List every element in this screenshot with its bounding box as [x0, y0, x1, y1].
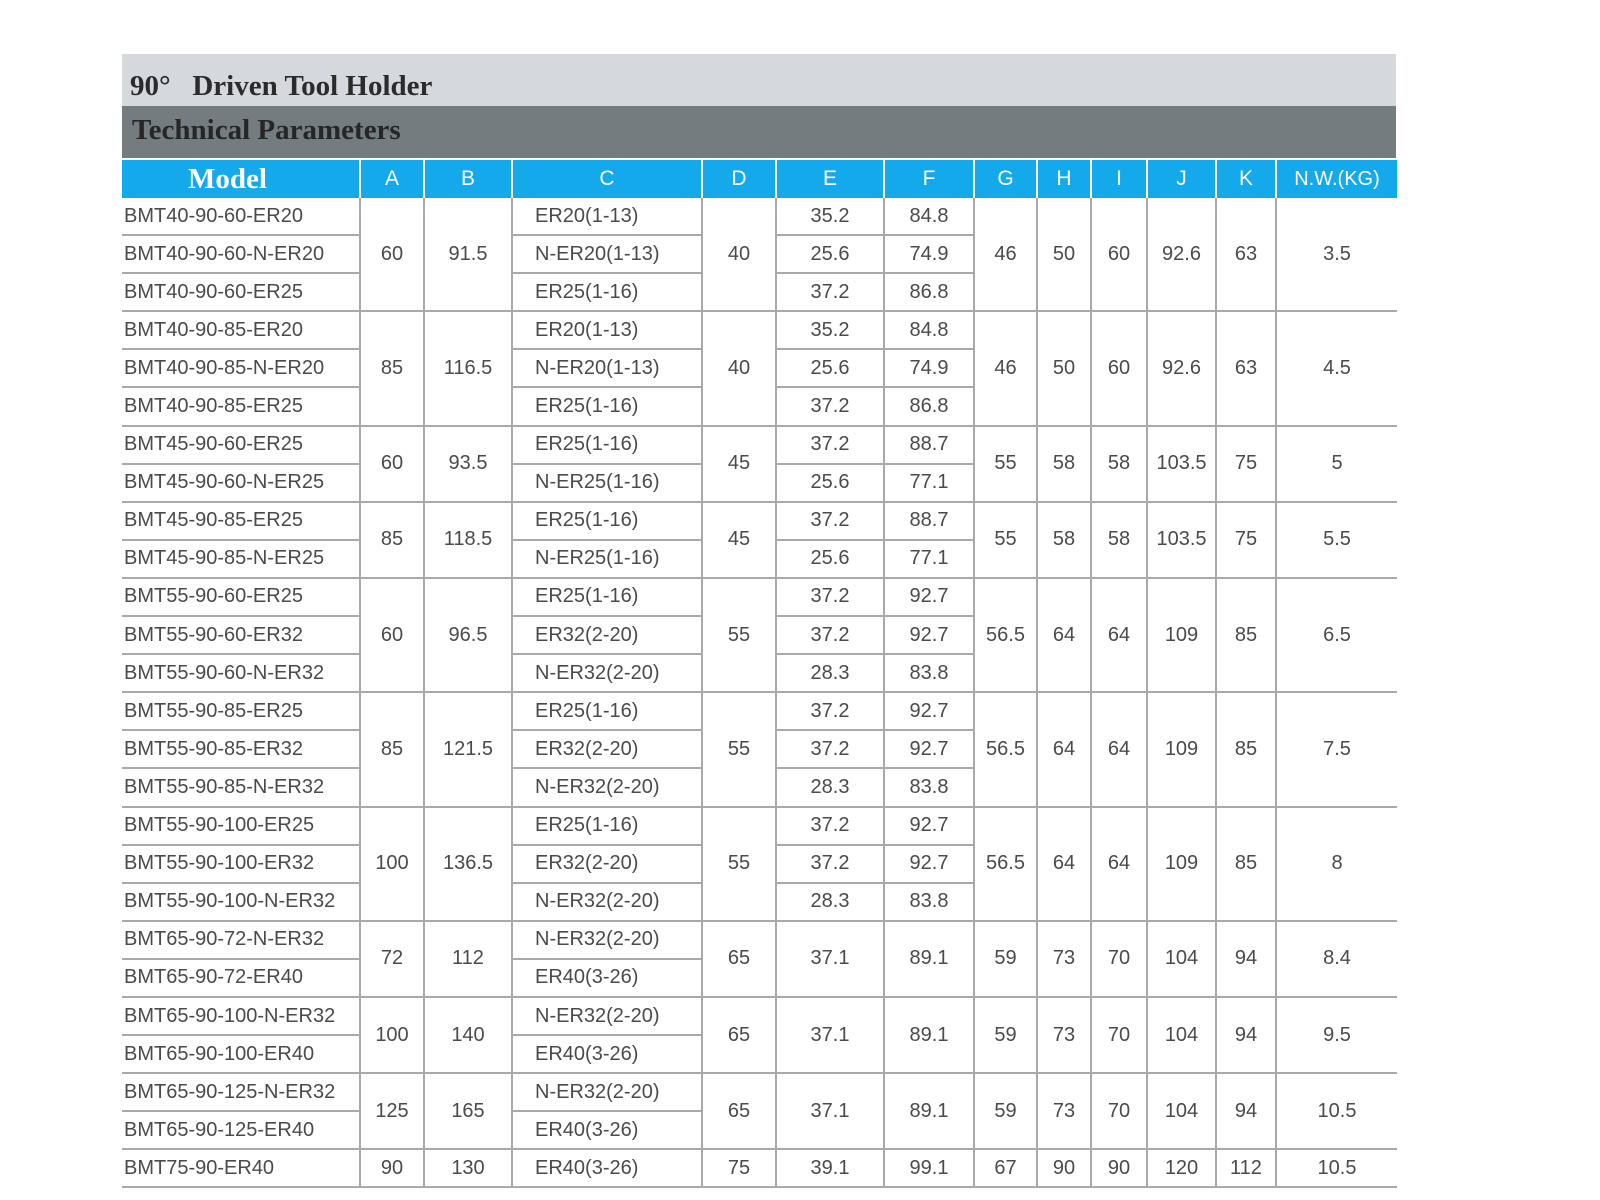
dim-e-cell: 37.2 — [776, 845, 884, 883]
collet-cell: ER20(1-13) — [512, 198, 702, 235]
dim-j-cell: 109 — [1147, 578, 1216, 692]
dim-d-cell: 75 — [702, 1149, 776, 1187]
model-cell: BMT75-90-ER40 — [122, 1149, 360, 1187]
table-row — [122, 502, 1397, 540]
dim-i-cell: 58 — [1091, 502, 1147, 578]
model-cell: BMT45-90-85-ER25 — [122, 502, 360, 540]
collet-cell: N-ER25(1-16) — [512, 540, 702, 578]
dim-h-cell: 73 — [1037, 1073, 1091, 1149]
model-cell: BMT65-90-100-N-ER32 — [122, 997, 360, 1035]
dim-h-cell: 58 — [1037, 502, 1091, 578]
net-weight-cell: 4.5 — [1276, 311, 1397, 425]
table-row — [122, 1073, 1397, 1111]
dim-d-cell: 45 — [702, 426, 776, 502]
dim-b-cell: 121.5 — [424, 692, 512, 806]
dim-e-cell: 25.6 — [776, 235, 884, 273]
dim-i-cell: 70 — [1091, 997, 1147, 1073]
dim-h-cell: 64 — [1037, 692, 1091, 806]
net-weight-cell: 10.5 — [1276, 1149, 1397, 1187]
model-cell: BMT65-90-125-ER40 — [122, 1111, 360, 1149]
dim-g-cell: 46 — [974, 311, 1037, 425]
collet-cell: ER40(3-26) — [512, 1111, 702, 1149]
dim-a-cell: 125 — [360, 1073, 424, 1149]
dim-k-cell: 85 — [1216, 692, 1276, 806]
collet-cell: ER25(1-16) — [512, 692, 702, 730]
collet-cell: ER25(1-16) — [512, 426, 702, 464]
dim-b-cell: 136.5 — [424, 807, 512, 921]
dim-f-cell: 92.7 — [884, 616, 974, 654]
dim-d-cell: 65 — [702, 997, 776, 1073]
dim-f-cell: 92.7 — [884, 578, 974, 616]
collet-cell: ER25(1-16) — [512, 387, 702, 425]
model-cell: BMT55-90-60-ER25 — [122, 578, 360, 616]
parameters-table — [122, 160, 1397, 1188]
col-header-c: C — [512, 160, 702, 198]
dim-h-cell: 50 — [1037, 311, 1091, 425]
model-cell: BMT45-90-60-N-ER25 — [122, 464, 360, 502]
model-cell: BMT55-90-60-ER32 — [122, 616, 360, 654]
dim-g-cell: 46 — [974, 198, 1037, 311]
dim-f-cell: 84.8 — [884, 198, 974, 235]
dim-f-cell: 92.7 — [884, 730, 974, 768]
dim-e-cell: 37.2 — [776, 426, 884, 464]
dim-a-cell: 90 — [360, 1149, 424, 1187]
model-cell: BMT55-90-85-ER25 — [122, 692, 360, 730]
dim-f-cell: 83.8 — [884, 768, 974, 806]
table-row — [122, 198, 1397, 235]
dim-j-cell: 103.5 — [1147, 502, 1216, 578]
model-cell: BMT65-90-72-ER40 — [122, 959, 360, 997]
model-cell: BMT40-90-85-ER25 — [122, 387, 360, 425]
dim-e-cell: 28.3 — [776, 768, 884, 806]
dim-f-cell: 88.7 — [884, 502, 974, 540]
col-header-nw: N.W.(KG) — [1276, 160, 1397, 198]
table-row — [122, 921, 1397, 959]
collet-cell: N-ER32(2-20) — [512, 997, 702, 1035]
net-weight-cell: 5 — [1276, 426, 1397, 502]
dim-f-cell: 89.1 — [884, 997, 974, 1073]
collet-cell: ER32(2-20) — [512, 730, 702, 768]
dim-h-cell: 58 — [1037, 426, 1091, 502]
collet-cell: ER25(1-16) — [512, 807, 702, 845]
dim-k-cell: 112 — [1216, 1149, 1276, 1187]
collet-cell: N-ER32(2-20) — [512, 883, 702, 921]
collet-cell: N-ER32(2-20) — [512, 921, 702, 959]
net-weight-cell: 7.5 — [1276, 692, 1397, 806]
collet-cell: N-ER32(2-20) — [512, 654, 702, 692]
collet-cell: ER25(1-16) — [512, 502, 702, 540]
dim-a-cell: 85 — [360, 502, 424, 578]
dim-g-cell: 56.5 — [974, 807, 1037, 921]
table-row — [122, 578, 1397, 616]
dim-i-cell: 64 — [1091, 578, 1147, 692]
collet-cell: N-ER32(2-20) — [512, 768, 702, 806]
dim-d-cell: 55 — [702, 692, 776, 806]
dim-a-cell: 100 — [360, 807, 424, 921]
dim-e-cell: 37.2 — [776, 807, 884, 845]
dim-a-cell: 60 — [360, 426, 424, 502]
title-bar — [122, 54, 1396, 106]
dim-f-cell: 77.1 — [884, 464, 974, 502]
dim-e-cell: 37.2 — [776, 616, 884, 654]
dim-f-cell: 83.8 — [884, 883, 974, 921]
col-header-h: H — [1037, 160, 1091, 198]
model-cell: BMT40-90-85-ER20 — [122, 311, 360, 349]
dim-h-cell: 90 — [1037, 1149, 1091, 1187]
dim-h-cell: 73 — [1037, 997, 1091, 1073]
model-cell: BMT45-90-85-N-ER25 — [122, 540, 360, 578]
dim-j-cell: 103.5 — [1147, 426, 1216, 502]
col-header-g: G — [974, 160, 1037, 198]
dim-e-cell: 37.2 — [776, 387, 884, 425]
dim-f-cell: 99.1 — [884, 1149, 974, 1187]
dim-h-cell: 73 — [1037, 921, 1091, 997]
dim-k-cell: 75 — [1216, 502, 1276, 578]
dim-b-cell: 116.5 — [424, 311, 512, 425]
dim-k-cell: 63 — [1216, 198, 1276, 311]
dim-f-cell: 89.1 — [884, 1073, 974, 1149]
dim-j-cell: 104 — [1147, 997, 1216, 1073]
dim-a-cell: 100 — [360, 997, 424, 1073]
model-cell: BMT40-90-85-N-ER20 — [122, 349, 360, 387]
section-title: Technical Parameters — [132, 114, 401, 146]
col-header-b: B — [424, 160, 512, 198]
model-cell: BMT40-90-60-ER20 — [122, 198, 360, 235]
col-header-j: J — [1147, 160, 1216, 198]
collet-cell: ER32(2-20) — [512, 845, 702, 883]
dim-f-cell: 88.7 — [884, 426, 974, 464]
table-row — [122, 426, 1397, 464]
dim-k-cell: 63 — [1216, 311, 1276, 425]
col-header-i: I — [1091, 160, 1147, 198]
dim-d-cell: 55 — [702, 578, 776, 692]
dim-a-cell: 72 — [360, 921, 424, 997]
col-header-model: Model — [122, 160, 360, 198]
dim-f-cell: 92.7 — [884, 807, 974, 845]
collet-cell: N-ER25(1-16) — [512, 464, 702, 502]
dim-f-cell: 77.1 — [884, 540, 974, 578]
dim-d-cell: 65 — [702, 921, 776, 997]
col-header-f: F — [884, 160, 974, 198]
dim-a-cell: 85 — [360, 311, 424, 425]
dim-e-cell: 28.3 — [776, 654, 884, 692]
model-cell: BMT55-90-100-ER25 — [122, 807, 360, 845]
dim-i-cell: 58 — [1091, 426, 1147, 502]
dim-b-cell: 93.5 — [424, 426, 512, 502]
dim-g-cell: 59 — [974, 921, 1037, 997]
dim-a-cell: 60 — [360, 578, 424, 692]
table-header-row — [122, 160, 1397, 198]
dim-e-cell: 37.1 — [776, 997, 884, 1073]
collet-cell: N-ER20(1-13) — [512, 235, 702, 273]
dim-j-cell: 104 — [1147, 1073, 1216, 1149]
dim-j-cell: 92.6 — [1147, 198, 1216, 311]
dim-e-cell: 35.2 — [776, 198, 884, 235]
dim-e-cell: 37.2 — [776, 273, 884, 311]
dim-e-cell: 37.2 — [776, 578, 884, 616]
net-weight-cell: 3.5 — [1276, 198, 1397, 311]
collet-cell: ER20(1-13) — [512, 311, 702, 349]
dim-f-cell: 92.7 — [884, 845, 974, 883]
model-cell: BMT55-90-85-N-ER32 — [122, 768, 360, 806]
dim-e-cell: 37.1 — [776, 1073, 884, 1149]
dim-b-cell: 165 — [424, 1073, 512, 1149]
page-title: 90° Driven Tool Holder — [130, 70, 433, 102]
dim-k-cell: 85 — [1216, 578, 1276, 692]
net-weight-cell: 8.4 — [1276, 921, 1397, 997]
col-header-d: D — [702, 160, 776, 198]
dim-i-cell: 60 — [1091, 311, 1147, 425]
dim-i-cell: 64 — [1091, 692, 1147, 806]
dim-f-cell: 74.9 — [884, 349, 974, 387]
dim-e-cell: 39.1 — [776, 1149, 884, 1187]
dim-k-cell: 94 — [1216, 997, 1276, 1073]
dim-j-cell: 109 — [1147, 692, 1216, 806]
model-cell: BMT45-90-60-ER25 — [122, 426, 360, 464]
table-row — [122, 692, 1397, 730]
table-row — [122, 1149, 1397, 1187]
dim-j-cell: 104 — [1147, 921, 1216, 997]
collet-cell: ER32(2-20) — [512, 616, 702, 654]
dim-e-cell: 35.2 — [776, 311, 884, 349]
dim-d-cell: 40 — [702, 311, 776, 425]
col-header-e: E — [776, 160, 884, 198]
dim-g-cell: 59 — [974, 997, 1037, 1073]
collet-cell: ER25(1-16) — [512, 273, 702, 311]
dim-g-cell: 56.5 — [974, 692, 1037, 806]
model-cell: BMT65-90-72-N-ER32 — [122, 921, 360, 959]
model-cell: BMT65-90-100-ER40 — [122, 1035, 360, 1073]
dim-g-cell: 59 — [974, 1073, 1037, 1149]
subtitle-bar — [122, 106, 1396, 158]
net-weight-cell: 8 — [1276, 807, 1397, 921]
dim-b-cell: 140 — [424, 997, 512, 1073]
dim-b-cell: 96.5 — [424, 578, 512, 692]
dim-k-cell: 75 — [1216, 426, 1276, 502]
dim-h-cell: 64 — [1037, 807, 1091, 921]
model-cell: BMT40-90-60-N-ER20 — [122, 235, 360, 273]
dim-j-cell: 120 — [1147, 1149, 1216, 1187]
dim-e-cell: 37.2 — [776, 502, 884, 540]
table-row — [122, 807, 1397, 845]
col-header-a: A — [360, 160, 424, 198]
table-row — [122, 997, 1397, 1035]
dim-f-cell: 84.8 — [884, 311, 974, 349]
dim-i-cell: 70 — [1091, 921, 1147, 997]
dim-f-cell: 89.1 — [884, 921, 974, 997]
collet-cell: ER40(3-26) — [512, 1149, 702, 1187]
dim-k-cell: 85 — [1216, 807, 1276, 921]
dim-b-cell: 91.5 — [424, 198, 512, 311]
table-body — [122, 198, 1397, 1187]
dim-b-cell: 118.5 — [424, 502, 512, 578]
dim-a-cell: 85 — [360, 692, 424, 806]
collet-cell: ER25(1-16) — [512, 578, 702, 616]
dim-d-cell: 55 — [702, 807, 776, 921]
dim-e-cell: 25.6 — [776, 464, 884, 502]
collet-cell: ER40(3-26) — [512, 959, 702, 997]
dim-j-cell: 109 — [1147, 807, 1216, 921]
dim-d-cell: 65 — [702, 1073, 776, 1149]
dim-k-cell: 94 — [1216, 921, 1276, 997]
dim-e-cell: 28.3 — [776, 883, 884, 921]
dim-g-cell: 55 — [974, 502, 1037, 578]
dim-e-cell: 37.2 — [776, 730, 884, 768]
net-weight-cell: 6.5 — [1276, 578, 1397, 692]
dim-f-cell: 86.8 — [884, 387, 974, 425]
model-cell: BMT55-90-100-N-ER32 — [122, 883, 360, 921]
model-cell: BMT40-90-60-ER25 — [122, 273, 360, 311]
dim-f-cell: 92.7 — [884, 692, 974, 730]
dim-b-cell: 112 — [424, 921, 512, 997]
dim-j-cell: 92.6 — [1147, 311, 1216, 425]
dim-e-cell: 25.6 — [776, 349, 884, 387]
dim-i-cell: 64 — [1091, 807, 1147, 921]
dim-i-cell: 60 — [1091, 198, 1147, 311]
dim-i-cell: 90 — [1091, 1149, 1147, 1187]
net-weight-cell: 9.5 — [1276, 997, 1397, 1073]
dim-f-cell: 86.8 — [884, 273, 974, 311]
dim-e-cell: 37.1 — [776, 921, 884, 997]
model-cell: BMT55-90-60-N-ER32 — [122, 654, 360, 692]
model-cell: BMT55-90-85-ER32 — [122, 730, 360, 768]
dim-d-cell: 40 — [702, 198, 776, 311]
dim-g-cell: 67 — [974, 1149, 1037, 1187]
dim-g-cell: 55 — [974, 426, 1037, 502]
dim-h-cell: 64 — [1037, 578, 1091, 692]
collet-cell: N-ER32(2-20) — [512, 1073, 702, 1111]
model-cell: BMT65-90-125-N-ER32 — [122, 1073, 360, 1111]
collet-cell: ER40(3-26) — [512, 1035, 702, 1073]
collet-cell: N-ER20(1-13) — [512, 349, 702, 387]
net-weight-cell: 5.5 — [1276, 502, 1397, 578]
dim-b-cell: 130 — [424, 1149, 512, 1187]
net-weight-cell: 10.5 — [1276, 1073, 1397, 1149]
dim-i-cell: 70 — [1091, 1073, 1147, 1149]
dim-h-cell: 50 — [1037, 198, 1091, 311]
dim-e-cell: 25.6 — [776, 540, 884, 578]
dim-k-cell: 94 — [1216, 1073, 1276, 1149]
table-row — [122, 311, 1397, 349]
col-header-k: K — [1216, 160, 1276, 198]
dim-e-cell: 37.2 — [776, 692, 884, 730]
dim-g-cell: 56.5 — [974, 578, 1037, 692]
dim-a-cell: 60 — [360, 198, 424, 311]
model-cell: BMT55-90-100-ER32 — [122, 845, 360, 883]
dim-f-cell: 83.8 — [884, 654, 974, 692]
dim-d-cell: 45 — [702, 502, 776, 578]
dim-f-cell: 74.9 — [884, 235, 974, 273]
